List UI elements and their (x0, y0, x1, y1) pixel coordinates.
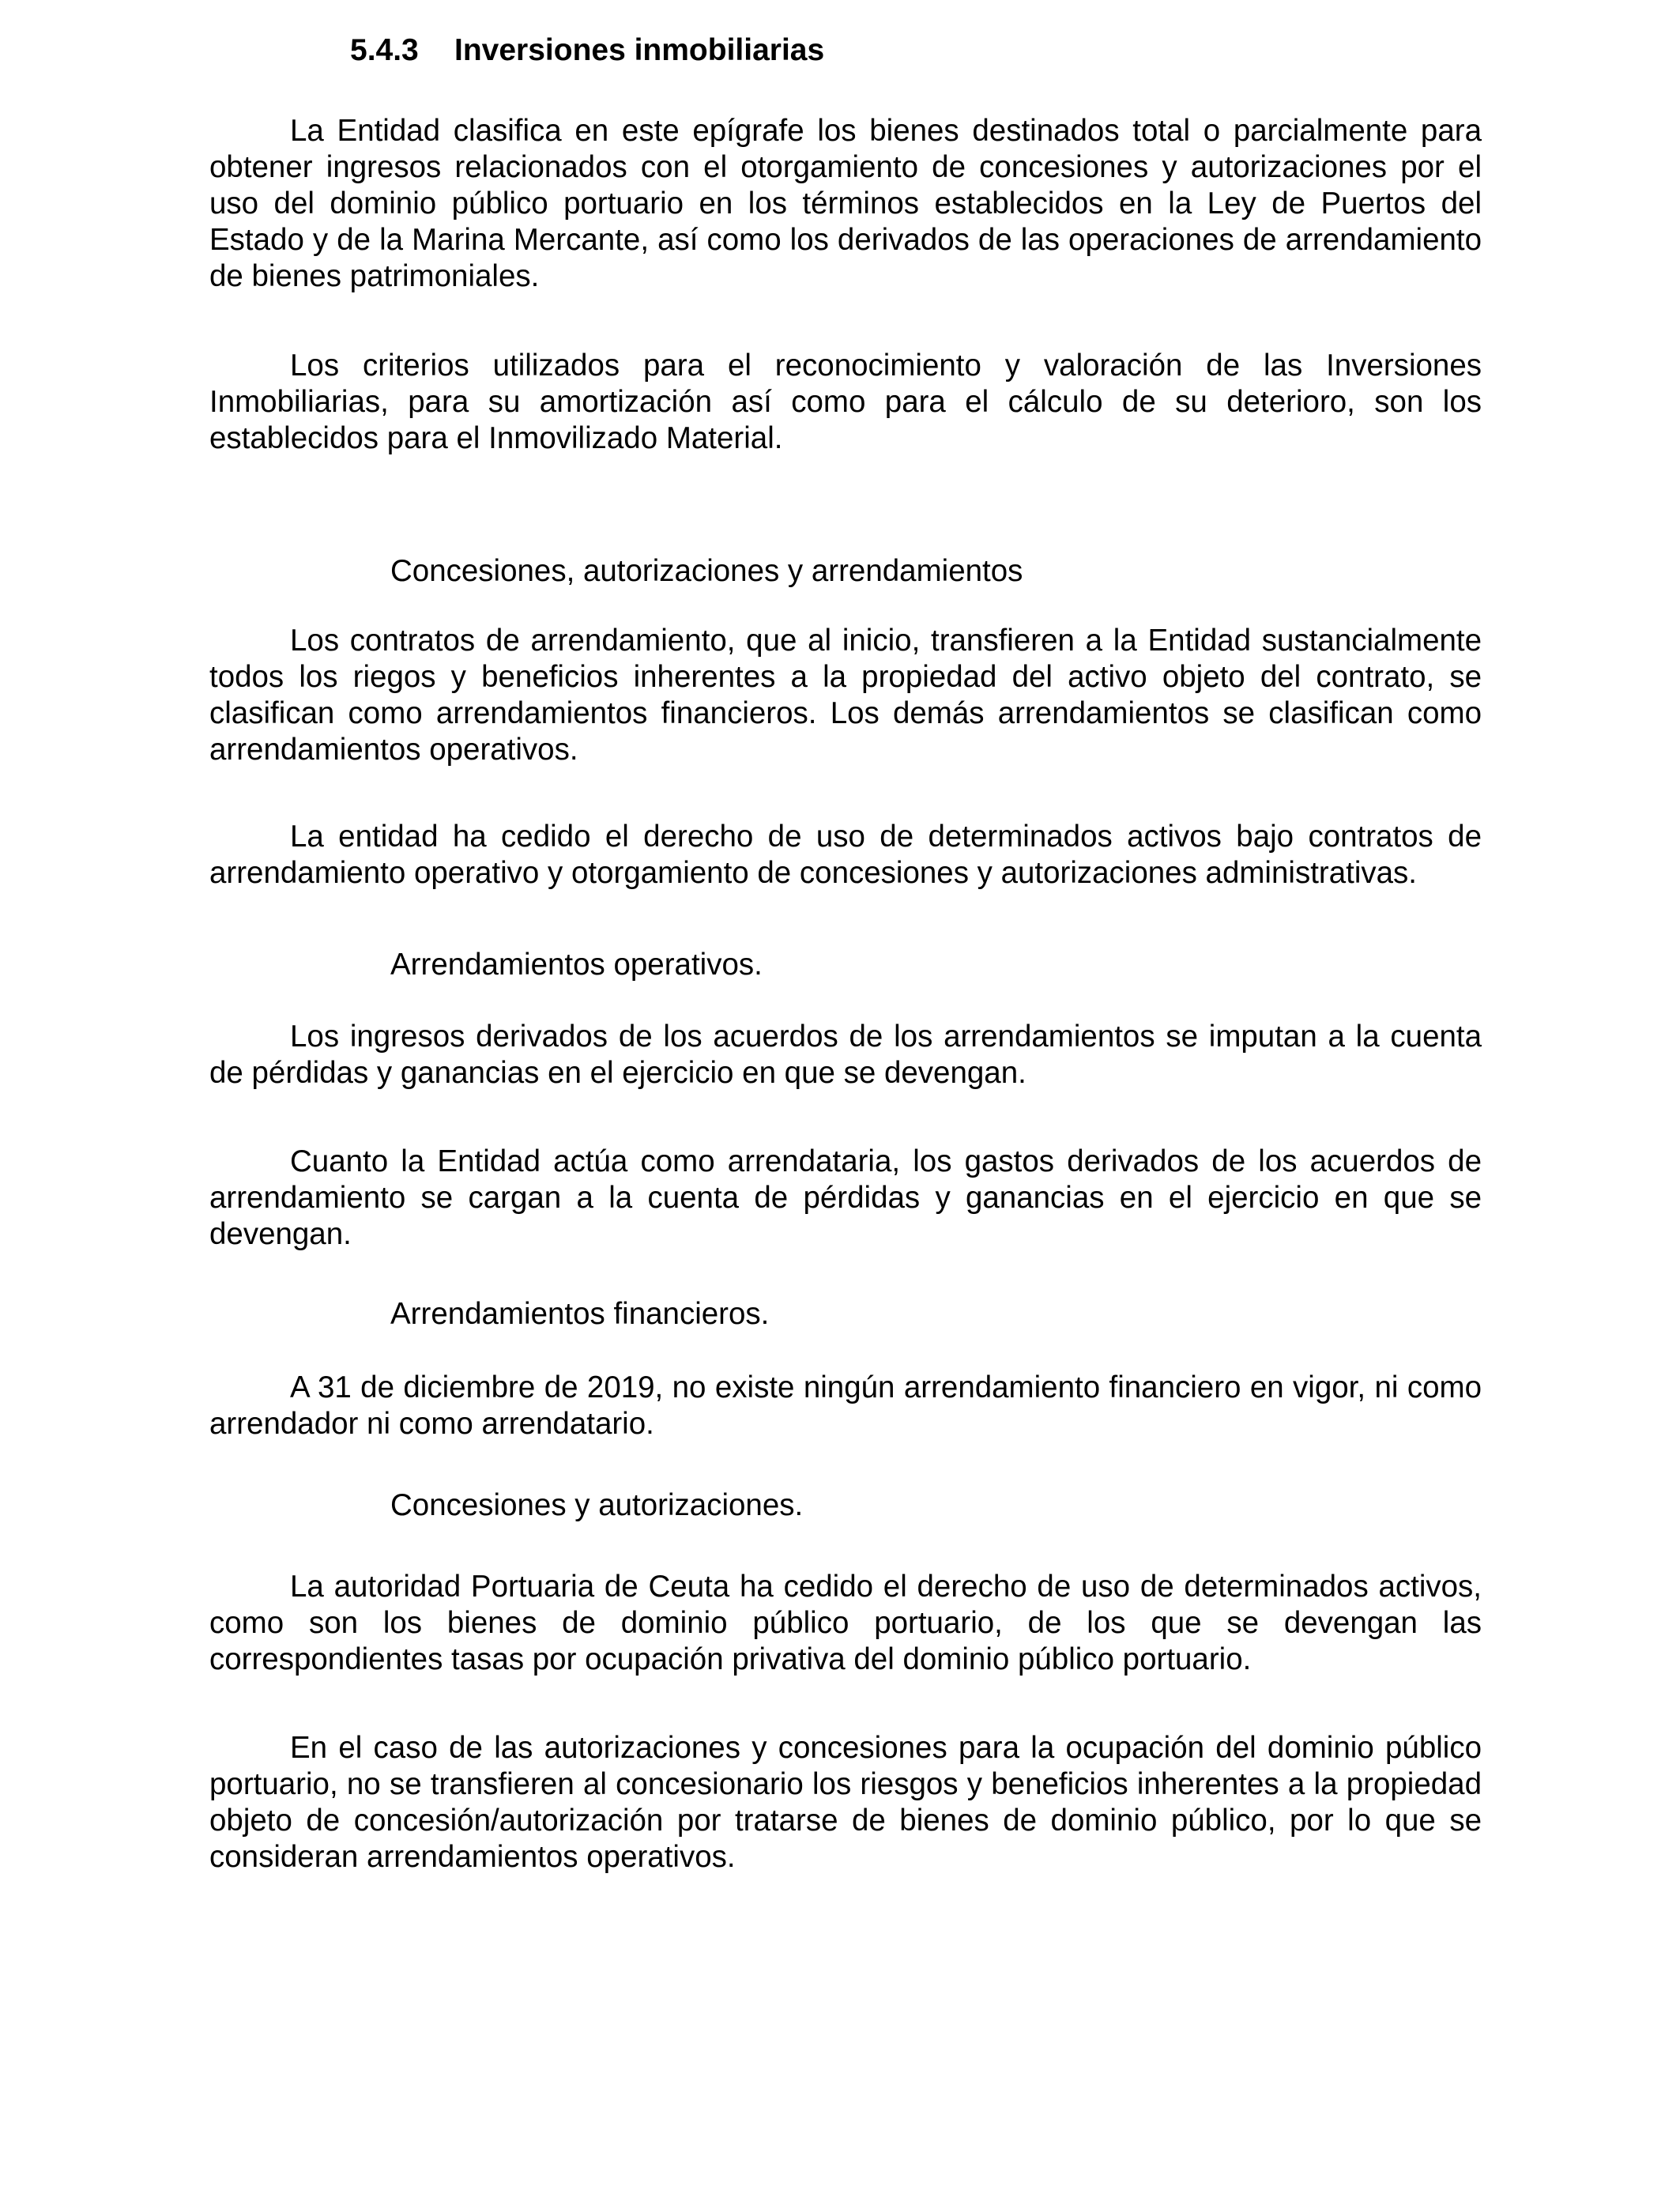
subheading-arrendamientos-financieros: Arrendamientos financieros. (390, 1297, 770, 1331)
paragraph-ceuta: La autoridad Portuaria de Ceuta ha cedido el derecho de uso de determinados activos, como son los bienes de dominio público portuario, de los que se devengan las correspondientes tasas por ocupación privativa del dominio público portuario. (209, 1570, 1482, 1676)
section-title: Inversiones inmobiliarias (454, 33, 825, 67)
paragraph-lessee: Cuanto la Entidad actúa como arrendataria, los gastos derivados de los acuerdos de arrendamiento se cargan a la cuenta de pérdidas y ganancias en el ejercicio en que se devengan. (209, 1144, 1482, 1251)
paragraph-financial-2019: A 31 de diciembre de 2019, no existe ningún arrendamiento financiero en vigor, ni como arrendador ni como arrendatario. (209, 1370, 1482, 1441)
section-number: 5.4.3 (350, 33, 419, 67)
paragraph-public-domain: En el caso de las autorizaciones y concesiones para la ocupación del dominio público portuario, no se transfieren al concesionario los riesgos y beneficios inherentes a la propiedad objeto de concesión/autorización por tratarse de bienes de dominio público, por lo que se consideran arrendamientos operativos. (209, 1731, 1482, 1874)
section-heading (350, 30, 824, 71)
subheading-arrendamientos-operativos: Arrendamientos operativos. (390, 948, 763, 982)
paragraph-contracts: Los contratos de arrendamiento, que al inicio, transfieren a la Entidad sustancialmente todos los riegos y beneficios inherentes a la propiedad del activo objeto del contrato, se clasifican como arrendamientos financieros. Los demás arrendamientos se clasifican como arrendamientos operativos. (209, 624, 1482, 767)
paragraph-criteria: Los criterios utilizados para el reconocimiento y valoración de las Inversiones Inmobiliarias, para su amortización así como para el cálculo de su deterioro, son los establecidos para el Inmovilizado Material. (209, 349, 1482, 455)
paragraph-intro: La Entidad clasifica en este epígrafe los bienes destinados total o parcialmente para obtener ingresos relacionados con el otorgamiento de concesiones y autorizaciones por el uso del dominio público portuario en los términos establecidos en la Ley de Puertos del Estado y de la Marina Mercante, así como los derivados de las operaciones de arrendamiento de bienes patrimoniales. (209, 114, 1482, 293)
subheading-concesiones-arrendamientos: Concesiones, autorizaciones y arrendamientos (390, 554, 1023, 588)
paragraph-income: Los ingresos derivados de los acuerdos de los arrendamientos se imputan a la cuenta de pérdidas y ganancias en el ejercicio en que se devengan. (209, 1020, 1482, 1090)
paragraph-cession: La entidad ha cedido el derecho de uso de determinados activos bajo contratos de arrendamiento operativo y otorgamiento de concesiones y autorizaciones administrativas. (209, 820, 1482, 890)
subheading-concesiones-autorizaciones: Concesiones y autorizaciones. (390, 1488, 804, 1522)
